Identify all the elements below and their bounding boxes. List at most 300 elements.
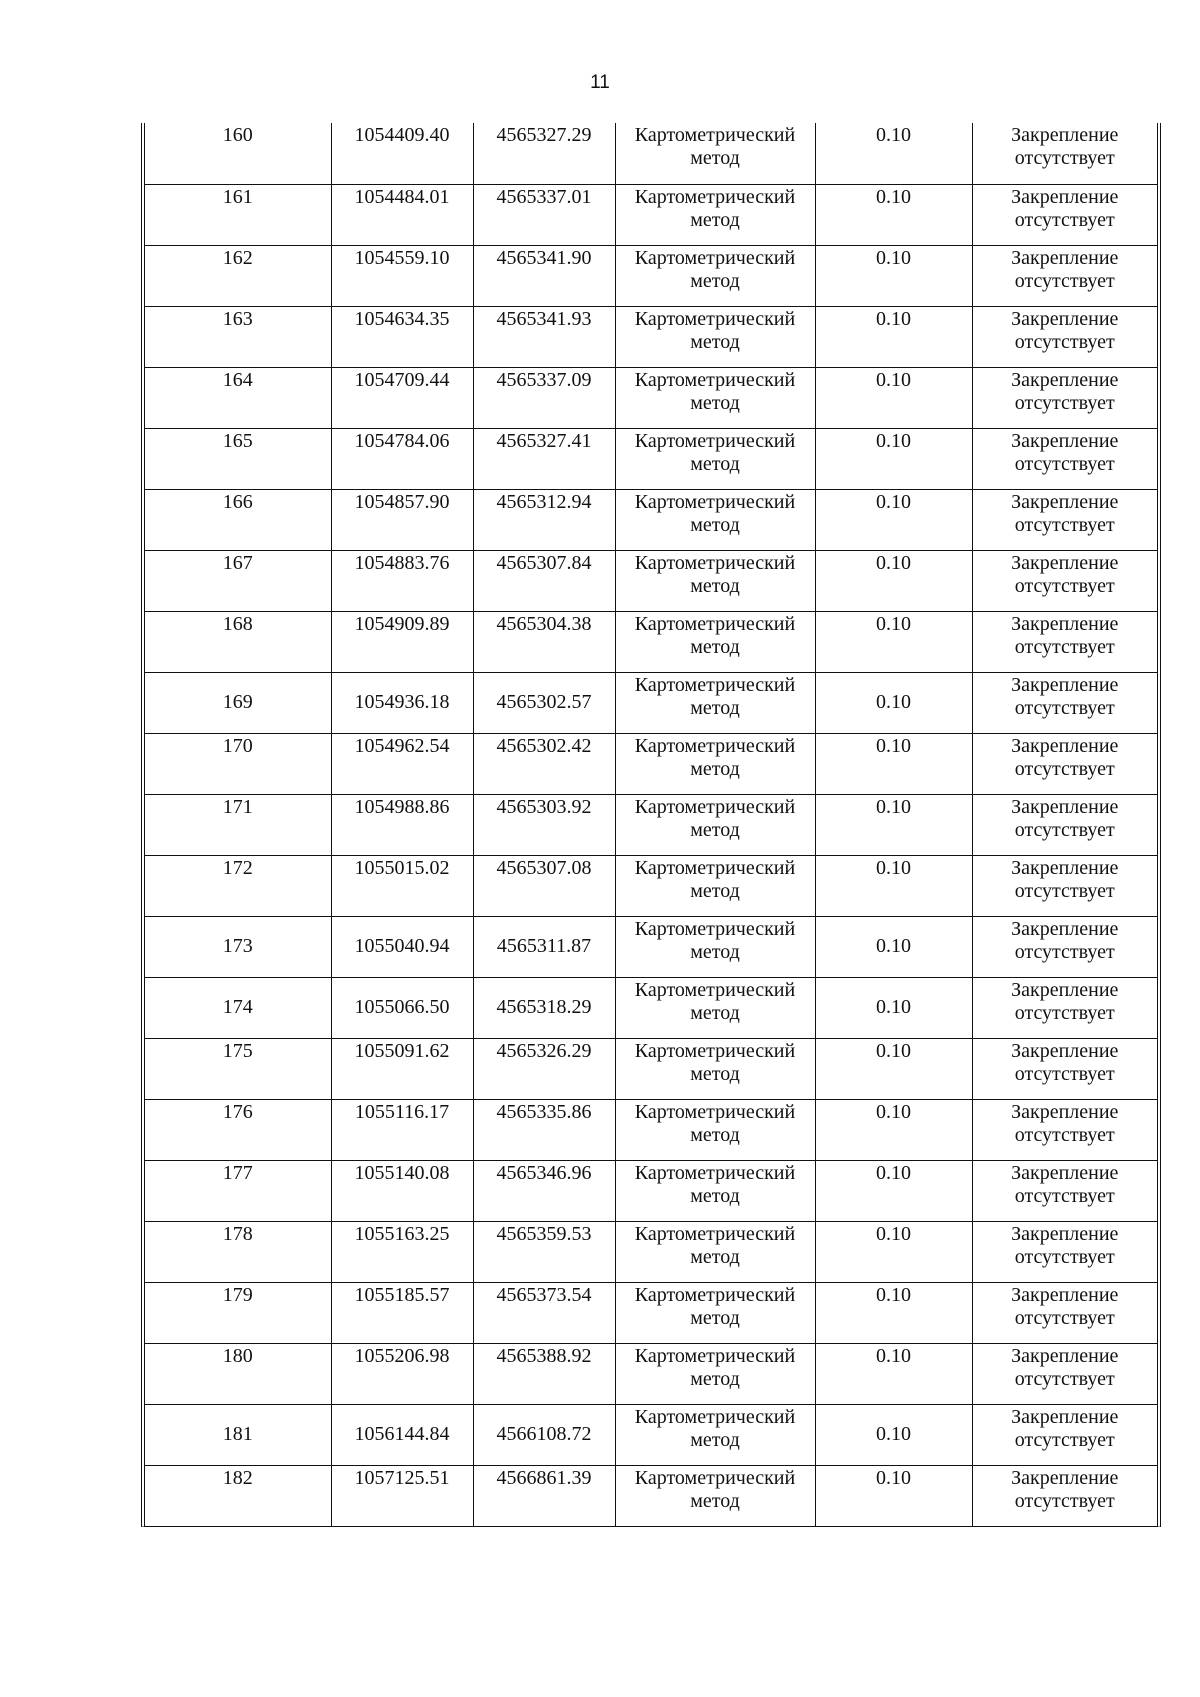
x-coordinate-cell xyxy=(331,123,473,184)
accuracy-cell xyxy=(815,977,972,1038)
y-coordinate-cell xyxy=(473,1038,615,1099)
point-number-text: 167 xyxy=(222,551,253,574)
x-coordinate-text: 1054559.10 xyxy=(354,246,450,269)
accuracy-cell xyxy=(815,367,972,428)
x-coordinate-cell xyxy=(331,1282,473,1343)
point-number-cell xyxy=(145,1343,331,1404)
x-coordinate-cell xyxy=(331,1221,473,1282)
x-coordinate-cell xyxy=(331,672,473,733)
accuracy-text: 0.10 xyxy=(876,368,911,391)
fixing-text: Закрепление xyxy=(1011,612,1119,635)
fixing-cell xyxy=(972,855,1157,916)
point-number-text: 170 xyxy=(222,734,253,757)
method-cell xyxy=(615,977,815,1038)
fixing-cell xyxy=(972,733,1157,794)
method-cell xyxy=(615,123,815,184)
table-row xyxy=(145,611,1157,672)
x-coordinate-text: 1055091.62 xyxy=(354,1039,450,1062)
fixing-text: отсутствует xyxy=(1014,1001,1115,1024)
fixing-text: Закрепление xyxy=(1011,185,1119,208)
fixing-text: Закрепление xyxy=(1011,1100,1119,1123)
fixing-text: Закрепление xyxy=(1011,1344,1119,1367)
y-coordinate-text: 4565302.42 xyxy=(496,734,592,757)
accuracy-text: 0.10 xyxy=(876,185,911,208)
fixing-text: Закрепление xyxy=(1011,856,1119,879)
method-text: метод xyxy=(690,1489,740,1512)
accuracy-text: 0.10 xyxy=(876,551,911,574)
fixing-cell xyxy=(972,1038,1157,1099)
fixing-text: отсутствует xyxy=(1014,1245,1115,1268)
point-number-cell xyxy=(145,733,331,794)
table-row xyxy=(145,1404,1157,1465)
fixing-text: Закрепление xyxy=(1011,429,1119,452)
accuracy-cell xyxy=(815,611,972,672)
fixing-text: отсутствует xyxy=(1014,330,1115,353)
accuracy-cell xyxy=(815,1465,972,1526)
x-coordinate-text: 1055185.57 xyxy=(354,1283,450,1306)
y-coordinate-cell xyxy=(473,733,615,794)
accuracy-text: 0.10 xyxy=(876,795,911,818)
x-coordinate-text: 1055140.08 xyxy=(354,1161,450,1184)
y-coordinate-text: 4565307.08 xyxy=(496,856,592,879)
fixing-text: отсутствует xyxy=(1014,574,1115,597)
x-coordinate-cell xyxy=(331,184,473,245)
point-number-cell xyxy=(145,428,331,489)
x-coordinate-text: 1057125.51 xyxy=(354,1466,450,1489)
point-number-text: 162 xyxy=(222,246,253,269)
point-number-text: 163 xyxy=(222,307,253,330)
fixing-text: отсутствует xyxy=(1014,1184,1115,1207)
y-coordinate-cell xyxy=(473,1282,615,1343)
point-number-cell xyxy=(145,1465,331,1526)
coordinates-table xyxy=(141,123,1161,1527)
y-coordinate-cell xyxy=(473,977,615,1038)
accuracy-text: 0.10 xyxy=(876,490,911,513)
method-text: Картометрический xyxy=(634,429,796,452)
point-number-cell xyxy=(145,611,331,672)
fixing-text: Закрепление xyxy=(1011,1222,1119,1245)
method-text: метод xyxy=(690,940,740,963)
method-text: Картометрический xyxy=(634,1039,796,1062)
x-coordinate-text: 1055015.02 xyxy=(354,856,450,879)
y-coordinate-text: 4566861.39 xyxy=(496,1466,592,1489)
page-number: 11 xyxy=(590,72,610,93)
y-coordinate-text: 4566108.72 xyxy=(496,1423,592,1445)
method-text: Картометрический xyxy=(634,673,796,696)
y-coordinate-cell xyxy=(473,1160,615,1221)
fixing-text: отсутствует xyxy=(1014,635,1115,658)
method-text: Картометрический xyxy=(634,917,796,940)
fixing-text: отсутствует xyxy=(1014,940,1115,963)
method-text: метод xyxy=(690,147,740,169)
accuracy-text: 0.10 xyxy=(876,935,911,957)
x-coordinate-text: 1054857.90 xyxy=(354,490,450,513)
fixing-text: отсутствует xyxy=(1014,513,1115,536)
accuracy-cell xyxy=(815,1160,972,1221)
table-row xyxy=(145,1343,1157,1404)
fixing-cell xyxy=(972,1465,1157,1526)
fixing-text: Закрепление xyxy=(1011,124,1119,146)
point-number-cell xyxy=(145,977,331,1038)
point-number-cell xyxy=(145,184,331,245)
y-coordinate-text: 4565312.94 xyxy=(496,490,592,513)
point-number-cell xyxy=(145,1160,331,1221)
method-text: Картометрический xyxy=(634,368,796,391)
point-number-text: 168 xyxy=(222,612,253,635)
method-text: Картометрический xyxy=(634,856,796,879)
point-number-cell xyxy=(145,1221,331,1282)
y-coordinate-cell xyxy=(473,306,615,367)
x-coordinate-cell xyxy=(331,1343,473,1404)
table-row xyxy=(145,855,1157,916)
fixing-cell xyxy=(972,1282,1157,1343)
table-body xyxy=(145,123,1157,1526)
method-text: метод xyxy=(690,818,740,841)
method-cell xyxy=(615,672,815,733)
y-coordinate-text: 4565335.86 xyxy=(496,1100,592,1123)
accuracy-cell xyxy=(815,1221,972,1282)
y-coordinate-cell xyxy=(473,184,615,245)
method-cell xyxy=(615,428,815,489)
point-number-text: 172 xyxy=(222,856,253,879)
method-text: метод xyxy=(690,1428,740,1451)
x-coordinate-text: 1054409.40 xyxy=(354,124,450,146)
y-coordinate-cell xyxy=(473,428,615,489)
point-number-cell xyxy=(145,916,331,977)
fixing-text: Закрепление xyxy=(1011,734,1119,757)
x-coordinate-cell xyxy=(331,1404,473,1465)
point-number-text: 176 xyxy=(222,1100,253,1123)
fixing-text: отсутствует xyxy=(1014,1062,1115,1085)
fixing-cell xyxy=(972,611,1157,672)
x-coordinate-cell xyxy=(331,489,473,550)
point-number-text: 169 xyxy=(222,691,253,713)
method-text: Картометрический xyxy=(634,490,796,513)
accuracy-cell xyxy=(815,1038,972,1099)
accuracy-cell xyxy=(815,184,972,245)
fixing-cell xyxy=(972,184,1157,245)
method-cell xyxy=(615,1099,815,1160)
accuracy-text: 0.10 xyxy=(876,1344,911,1367)
fixing-cell xyxy=(972,977,1157,1038)
method-text: метод xyxy=(690,696,740,719)
y-coordinate-text: 4565327.29 xyxy=(496,124,592,146)
accuracy-cell xyxy=(815,733,972,794)
accuracy-cell xyxy=(815,855,972,916)
method-text: метод xyxy=(690,1062,740,1085)
fixing-text: Закрепление xyxy=(1011,1161,1119,1184)
fixing-text: Закрепление xyxy=(1011,1039,1119,1062)
x-coordinate-cell xyxy=(331,977,473,1038)
point-number-text: 160 xyxy=(222,124,253,146)
accuracy-text: 0.10 xyxy=(876,1039,911,1062)
method-cell xyxy=(615,1404,815,1465)
point-number-cell xyxy=(145,1282,331,1343)
method-text: метод xyxy=(690,635,740,658)
y-coordinate-cell xyxy=(473,611,615,672)
fixing-text: Закрепление xyxy=(1011,978,1119,1001)
x-coordinate-cell xyxy=(331,916,473,977)
fixing-text: отсутствует xyxy=(1014,757,1115,780)
fixing-text: Закрепление xyxy=(1011,246,1119,269)
accuracy-text: 0.10 xyxy=(876,1161,911,1184)
accuracy-cell xyxy=(815,550,972,611)
fixing-text: отсутствует xyxy=(1014,818,1115,841)
fixing-text: Закрепление xyxy=(1011,368,1119,391)
point-number-text: 181 xyxy=(222,1423,253,1445)
accuracy-cell xyxy=(815,245,972,306)
x-coordinate-cell xyxy=(331,1099,473,1160)
x-coordinate-text: 1054962.54 xyxy=(354,734,450,757)
accuracy-text: 0.10 xyxy=(876,124,911,146)
method-text: Картометрический xyxy=(634,978,796,1001)
table-row xyxy=(145,1160,1157,1221)
method-cell xyxy=(615,184,815,245)
method-cell xyxy=(615,611,815,672)
fixing-cell xyxy=(972,489,1157,550)
point-number-cell xyxy=(145,489,331,550)
method-text: Картометрический xyxy=(634,734,796,757)
method-cell xyxy=(615,1038,815,1099)
method-text: Картометрический xyxy=(634,307,796,330)
y-coordinate-text: 4565373.54 xyxy=(496,1283,592,1306)
accuracy-cell xyxy=(815,1099,972,1160)
point-number-cell xyxy=(145,306,331,367)
fixing-cell xyxy=(972,306,1157,367)
x-coordinate-cell xyxy=(331,550,473,611)
fixing-cell xyxy=(972,1160,1157,1221)
table-row xyxy=(145,489,1157,550)
method-text: Картометрический xyxy=(634,1222,796,1245)
table-row xyxy=(145,428,1157,489)
accuracy-text: 0.10 xyxy=(876,1100,911,1123)
y-coordinate-text: 4565341.90 xyxy=(496,246,592,269)
y-coordinate-cell xyxy=(473,794,615,855)
accuracy-text: 0.10 xyxy=(876,612,911,635)
fixing-text: отсутствует xyxy=(1014,696,1115,719)
y-coordinate-cell xyxy=(473,916,615,977)
accuracy-text: 0.10 xyxy=(876,307,911,330)
method-cell xyxy=(615,794,815,855)
method-cell xyxy=(615,1465,815,1526)
table-row xyxy=(145,733,1157,794)
fixing-text: Закрепление xyxy=(1011,917,1119,940)
fixing-text: Закрепление xyxy=(1011,307,1119,330)
table-row xyxy=(145,977,1157,1038)
method-cell xyxy=(615,1221,815,1282)
method-cell xyxy=(615,489,815,550)
accuracy-text: 0.10 xyxy=(876,996,911,1018)
x-coordinate-cell xyxy=(331,733,473,794)
x-coordinate-cell xyxy=(331,855,473,916)
fixing-text: отсутствует xyxy=(1014,147,1115,169)
method-cell xyxy=(615,916,815,977)
method-cell xyxy=(615,855,815,916)
x-coordinate-text: 1054883.76 xyxy=(354,551,450,574)
y-coordinate-text: 4565307.84 xyxy=(496,551,592,574)
fixing-cell xyxy=(972,1343,1157,1404)
accuracy-cell xyxy=(815,489,972,550)
x-coordinate-cell xyxy=(331,794,473,855)
method-text: Картометрический xyxy=(634,124,796,146)
method-cell xyxy=(615,1282,815,1343)
x-coordinate-cell xyxy=(331,367,473,428)
fixing-cell xyxy=(972,1221,1157,1282)
point-number-cell xyxy=(145,1404,331,1465)
method-text: Картометрический xyxy=(634,1344,796,1367)
table-row xyxy=(145,184,1157,245)
accuracy-cell xyxy=(815,428,972,489)
method-text: метод xyxy=(690,1306,740,1329)
point-number-text: 180 xyxy=(222,1344,253,1367)
method-text: Картометрический xyxy=(634,1100,796,1123)
point-number-cell xyxy=(145,794,331,855)
table-row xyxy=(145,916,1157,977)
point-number-cell xyxy=(145,1099,331,1160)
fixing-cell xyxy=(972,1099,1157,1160)
fixing-text: Закрепление xyxy=(1011,551,1119,574)
y-coordinate-text: 4565337.01 xyxy=(496,185,592,208)
accuracy-cell xyxy=(815,794,972,855)
fixing-cell xyxy=(972,916,1157,977)
y-coordinate-text: 4565341.93 xyxy=(496,307,592,330)
method-text: метод xyxy=(690,879,740,902)
x-coordinate-text: 1055066.50 xyxy=(354,996,450,1018)
fixing-text: отсутствует xyxy=(1014,391,1115,414)
accuracy-cell xyxy=(815,306,972,367)
y-coordinate-text: 4565327.41 xyxy=(496,429,592,452)
accuracy-cell xyxy=(815,123,972,184)
x-coordinate-text: 1055116.17 xyxy=(354,1100,450,1123)
method-text: Картометрический xyxy=(634,612,796,635)
y-coordinate-cell xyxy=(473,672,615,733)
x-coordinate-cell xyxy=(331,306,473,367)
fixing-text: отсутствует xyxy=(1014,208,1115,231)
y-coordinate-text: 4565326.29 xyxy=(496,1039,592,1062)
point-number-text: 179 xyxy=(222,1283,253,1306)
y-coordinate-text: 4565337.09 xyxy=(496,368,592,391)
y-coordinate-text: 4565318.29 xyxy=(496,996,592,1018)
x-coordinate-cell xyxy=(331,245,473,306)
method-text: метод xyxy=(690,330,740,353)
x-coordinate-text: 1054709.44 xyxy=(354,368,450,391)
y-coordinate-cell xyxy=(473,1465,615,1526)
y-coordinate-text: 4565359.53 xyxy=(496,1222,592,1245)
fixing-text: отсутствует xyxy=(1014,452,1115,475)
fixing-text: отсутствует xyxy=(1014,1367,1115,1390)
fixing-cell xyxy=(972,672,1157,733)
y-coordinate-cell xyxy=(473,489,615,550)
x-coordinate-text: 1055206.98 xyxy=(354,1344,450,1367)
method-text: Картометрический xyxy=(634,551,796,574)
fixing-cell xyxy=(972,428,1157,489)
method-text: Картометрический xyxy=(634,185,796,208)
y-coordinate-cell xyxy=(473,123,615,184)
method-text: метод xyxy=(690,757,740,780)
method-text: метод xyxy=(690,1123,740,1146)
x-coordinate-text: 1054634.35 xyxy=(354,307,450,330)
accuracy-text: 0.10 xyxy=(876,691,911,713)
accuracy-cell xyxy=(815,1404,972,1465)
y-coordinate-text: 4565388.92 xyxy=(496,1344,592,1367)
x-coordinate-text: 1054484.01 xyxy=(354,185,450,208)
point-number-text: 182 xyxy=(222,1466,253,1489)
point-number-text: 161 xyxy=(222,185,253,208)
y-coordinate-cell xyxy=(473,1099,615,1160)
x-coordinate-text: 1054784.06 xyxy=(354,429,450,452)
x-coordinate-text: 1054988.86 xyxy=(354,795,450,818)
point-number-cell xyxy=(145,1038,331,1099)
method-cell xyxy=(615,733,815,794)
accuracy-text: 0.10 xyxy=(876,734,911,757)
accuracy-text: 0.10 xyxy=(876,246,911,269)
fixing-cell xyxy=(972,794,1157,855)
x-coordinate-cell xyxy=(331,611,473,672)
table-row xyxy=(145,672,1157,733)
accuracy-text: 0.10 xyxy=(876,1222,911,1245)
accuracy-cell xyxy=(815,1282,972,1343)
point-number-text: 166 xyxy=(222,490,253,513)
x-coordinate-text: 1056144.84 xyxy=(354,1423,450,1445)
method-text: метод xyxy=(690,1245,740,1268)
fixing-cell xyxy=(972,550,1157,611)
fixing-text: Закрепление xyxy=(1011,1405,1119,1428)
method-text: Картометрический xyxy=(634,1466,796,1489)
fixing-text: отсутствует xyxy=(1014,1306,1115,1329)
method-text: метод xyxy=(690,574,740,597)
method-text: метод xyxy=(690,513,740,536)
point-number-text: 173 xyxy=(222,935,253,957)
y-coordinate-text: 4565304.38 xyxy=(496,612,592,635)
method-text: Картометрический xyxy=(634,1161,796,1184)
y-coordinate-text: 4565346.96 xyxy=(496,1161,592,1184)
point-number-cell xyxy=(145,123,331,184)
point-number-cell xyxy=(145,550,331,611)
point-number-cell xyxy=(145,855,331,916)
table-row xyxy=(145,1099,1157,1160)
method-text: метод xyxy=(690,269,740,292)
table-row xyxy=(145,123,1157,184)
fixing-text: отсутствует xyxy=(1014,1123,1115,1146)
point-number-text: 174 xyxy=(222,996,253,1018)
fixing-cell xyxy=(972,1404,1157,1465)
point-number-text: 165 xyxy=(222,429,253,452)
x-coordinate-cell xyxy=(331,428,473,489)
method-cell xyxy=(615,550,815,611)
y-coordinate-text: 4565311.87 xyxy=(496,935,592,957)
fixing-cell xyxy=(972,123,1157,184)
fixing-text: Закрепление xyxy=(1011,1283,1119,1306)
table-row xyxy=(145,550,1157,611)
x-coordinate-cell xyxy=(331,1038,473,1099)
method-text: метод xyxy=(690,1367,740,1390)
y-coordinate-cell xyxy=(473,245,615,306)
fixing-cell xyxy=(972,367,1157,428)
method-text: Картометрический xyxy=(634,246,796,269)
fixing-text: отсутствует xyxy=(1014,1428,1115,1451)
table-row xyxy=(145,1465,1157,1526)
y-coordinate-cell xyxy=(473,855,615,916)
x-coordinate-text: 1055040.94 xyxy=(354,935,450,957)
method-text: метод xyxy=(690,1184,740,1207)
accuracy-cell xyxy=(815,1343,972,1404)
accuracy-text: 0.10 xyxy=(876,1283,911,1306)
accuracy-text: 0.10 xyxy=(876,856,911,879)
fixing-text: отсутствует xyxy=(1014,1489,1115,1512)
fixing-text: отсутствует xyxy=(1014,269,1115,292)
method-text: Картометрический xyxy=(634,1405,796,1428)
method-cell xyxy=(615,245,815,306)
